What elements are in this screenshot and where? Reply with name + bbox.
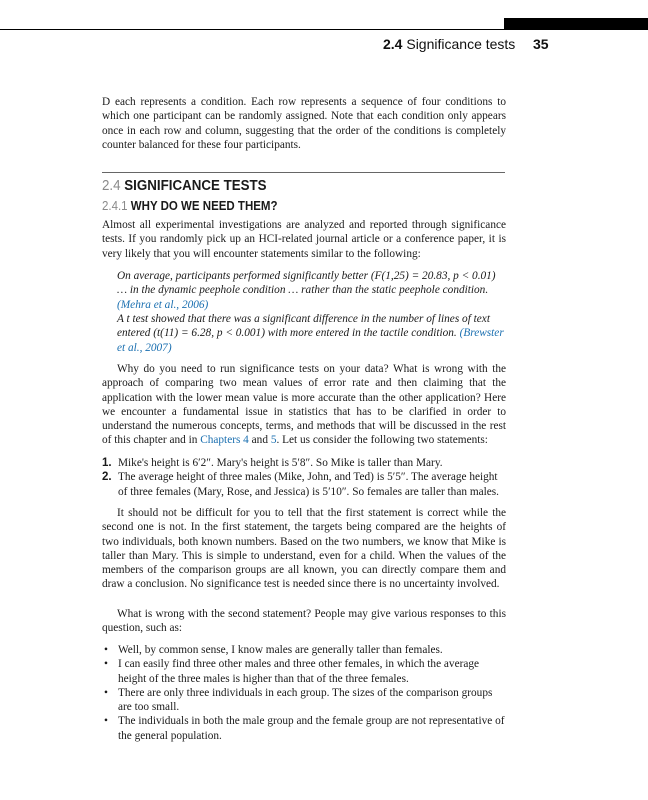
paragraph-4: What is wrong with the second statement? People may give various responses to this question, such as: [102, 608, 506, 635]
subsection-number: 2.4.1 [102, 199, 128, 213]
para1-block [102, 218, 506, 261]
statement-text: The average height of three males (Mike, John, and Ted) is 5′5″. The average height of three females (Mary, Rose, and Jessica) is 5′10″. So females are taller than males. [118, 471, 499, 498]
quote-1 [117, 269, 506, 312]
statement-text: Mike's height is 6′2″. Mary's height is 5′8″. So Mike is taller than Mary. [118, 457, 443, 469]
paragraph-2: Why do you need to run significance tests on your data? What is wrong with the approach of comparing two mean values of error rate and then claiming that the application with the lower mean value is more accurate than the other application? Here we encounter a fundamental issue in statistics that has to be clarified in order to understand the numerous concepts, terms, and methods that will be discussed in the rest of this chapter and in Chapters 4 and 5. Let us consider the following two statements: [102, 363, 506, 447]
quote-2 [117, 312, 506, 355]
page-number: 35 [533, 36, 549, 52]
running-head-number: 2.4 [383, 36, 403, 52]
paragraph-3: It should not be difficult for you to tell that the first statement is correct while the second one is not. In the first statement, the targets being compared are the heights of two individuals, both known numbers. Based on the two numbers, we know that Mike is taller than Mary. This is simple to understand, even for a child. When the values of the members of the comparison groups are all known, you can directly compare them and draw a conclusion. No significance test is needed since there is no uncertainty involved. [102, 507, 506, 591]
subsection-heading [102, 199, 278, 213]
section-number: 2.4 [102, 178, 121, 194]
bullet-icon: • [104, 644, 108, 656]
quote-1-text: On average, participants performed significantly better (F(1,25) = 20.83, p < 0.01) … in the dynamic peephole condition … rather than the static peephole condition. [117, 270, 496, 297]
statement-item [102, 470, 506, 499]
header-bar [504, 18, 648, 29]
statements-list [102, 456, 506, 499]
response-item [102, 714, 506, 743]
subsection-title: WHY DO WE NEED THEM? [130, 199, 278, 213]
chapter-5-link[interactable]: 5 [270, 434, 277, 447]
header-rule [0, 29, 648, 30]
statement-item [102, 456, 506, 470]
quote-1-citation[interactable]: (Mehra et al., 2006) [117, 298, 209, 311]
paragraph-1: Almost all experimental investigations are analyzed and reported through significance tests. If you randomly pick up an HCI-related journal article or a conference paper, it is very likely that you will encounter statements similar to the following: [102, 219, 506, 260]
section-title: SIGNIFICANCE TESTS [124, 178, 267, 194]
quote-2-text: A t test showed that there was a significant difference in the number of lines of text entered (t(11) = 6.28, p < 0.001) with more entered in the tactile condition. [117, 313, 490, 340]
bullet-icon: • [104, 715, 108, 728]
section-divider [102, 172, 505, 173]
response-item [102, 686, 506, 715]
quote-2-citation[interactable]: (Brewster et al., 2007) [117, 327, 504, 354]
response-text: There are only three individuals in each group. The sizes of the comparison groups are too small. [118, 686, 493, 714]
response-text: I can easily find three other males and three other females, in which the average height of the three males is higher than that of the three females. [118, 658, 480, 685]
response-item [102, 657, 506, 686]
chapters-4-link[interactable]: Chapters 4 [200, 434, 249, 447]
bullet-icon: • [104, 686, 108, 699]
response-text: The individuals in both the male group and the female group are not representative of the general population. [118, 715, 505, 742]
response-item [102, 643, 506, 657]
running-head-title: Significance tests [406, 36, 516, 52]
response-text: Well, by common sense, I know males are generally taller than females. [118, 644, 443, 656]
running-head [383, 36, 515, 52]
para2-block [102, 362, 506, 448]
statement-marker: 2. [102, 471, 112, 484]
bullet-icon: • [104, 658, 108, 671]
section-heading [102, 178, 267, 194]
para4-block [102, 607, 506, 636]
para3-block [102, 506, 506, 592]
intro-paragraph: D each represents a condition. Each row represents a sequence of four conditions to which one participant can be randomly assigned. Note that each condition only appears once in each row and column, suggesting that the order of the conditions is completely counter balanced for these four participants. [102, 96, 506, 151]
intro-block [102, 95, 506, 152]
responses-list [102, 643, 506, 743]
statement-marker: 1. [102, 457, 112, 469]
